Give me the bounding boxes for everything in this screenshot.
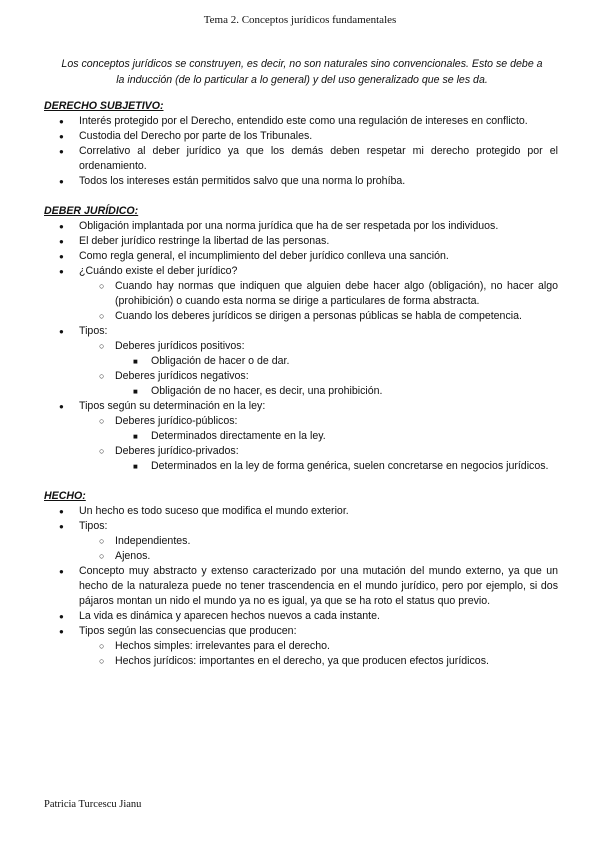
intro-line-2: la inducción (de lo particular a lo general) y del uso generalizado que se les da. — [116, 74, 488, 86]
list-item: ● La vida es dinámica y aparecen hechos nuevos a cada instante. — [44, 609, 558, 624]
sub-sub-list-item: ■ Obligación de no hacer, es decir, una prohibición. — [115, 384, 558, 399]
sub-list-item-label: Deberes jurídico-públicos: — [115, 415, 238, 427]
sub-list-item: ○ Hechos jurídicos: importantes en el derecho, ya que producen efectos jurídicos. — [79, 654, 558, 669]
sub-list-item: ○ Hechos simples: irrelevantes para el derecho. — [79, 639, 558, 654]
document-content — [44, 99, 558, 684]
list-item-label: Tipos: — [79, 325, 108, 337]
list-item-label: Tipos: — [79, 520, 108, 532]
list-item: ● Todos los intereses están permitidos salvo que una norma lo prohíba. — [44, 174, 558, 189]
sub-sub-list-item: ■ Obligación de hacer o de dar. — [115, 354, 558, 369]
page-header: Tema 2. Conceptos jurídicos fundamentales — [203, 14, 397, 26]
sub-list-item: ○ Cuando los deberes jurídicos se dirigen a personas públicas se habla de competencia. — [79, 309, 558, 324]
list-item: ● Obligación implantada por una norma jurídica que ha de ser respetada por los individuos. — [44, 219, 558, 234]
sub-list — [79, 639, 558, 669]
sub-list — [79, 279, 558, 324]
sub-list-item-label: Deberes jurídicos positivos: — [115, 340, 245, 352]
list-item — [44, 624, 558, 669]
sub-sub-list — [115, 384, 558, 399]
sub-list-item-label: Deberes jurídicos negativos: — [115, 370, 249, 382]
list-item: ● Como regla general, el incumplimiento del deber jurídico conlleva una sanción. — [44, 249, 558, 264]
list-item — [44, 324, 558, 399]
bullet-list — [44, 219, 558, 474]
sub-sub-list — [115, 429, 558, 444]
list-item-label: Tipos según las consecuencias que producen: — [79, 625, 297, 637]
bullet-list — [44, 504, 558, 669]
section-title: DERECHO SUBJETIVO: — [44, 100, 164, 112]
list-item — [44, 399, 558, 474]
sub-list-item-label: Deberes jurídico-privados: — [115, 445, 239, 457]
section-deber-juridico — [44, 204, 558, 474]
intro-line-1: Los conceptos jurídicos se construyen, es decir, no son naturales sino convencionales. Esto se debe a — [61, 58, 543, 70]
page-footer-author: Patricia Turcescu Jianu — [44, 799, 142, 810]
sub-list-item — [79, 369, 558, 399]
sub-sub-list-item: ■ Determinados en la ley de forma genérica, suelen concretarse en negocios jurídicos. — [115, 459, 558, 474]
section-title: DEBER JURÍDICO: — [44, 205, 139, 217]
sub-sub-list — [115, 459, 558, 474]
sub-list-item — [79, 414, 558, 444]
list-item-label: ¿Cuándo existe el deber jurídico? — [79, 265, 238, 277]
sub-list — [79, 339, 558, 399]
section-hecho — [44, 489, 558, 669]
list-item: ● Correlativo al deber jurídico ya que los demás deben respetar mi derecho protegido por el ordenamiento. — [44, 144, 558, 174]
sub-sub-list — [115, 354, 558, 369]
bullet-list — [44, 114, 558, 189]
list-item-label: Tipos según su determinación en la ley: — [79, 400, 266, 412]
sub-list — [79, 414, 558, 474]
list-item — [44, 519, 558, 564]
list-item: ● Un hecho es todo suceso que modifica el mundo exterior. — [44, 504, 558, 519]
sub-list-item — [79, 339, 558, 369]
sub-list-item — [79, 444, 558, 474]
sub-sub-list-item: ■ Determinados directamente en la ley. — [115, 429, 558, 444]
sub-list-item: ○ Independientes. — [79, 534, 558, 549]
intro-paragraph — [46, 56, 558, 88]
sub-list-item: ○ Ajenos. — [79, 549, 558, 564]
list-item — [44, 264, 558, 324]
list-item: ● El deber jurídico restringe la libertad de las personas. — [44, 234, 558, 249]
section-derecho-subjetivo — [44, 99, 558, 189]
list-item: ● Concepto muy abstracto y extenso caracterizado por una mutación del mundo externo, ya que un hecho de la naturaleza puede no tener trascendencia en el mundo jurídico, pero por ejemplo, si dos pájaros montan un nido el mundo ya no es igual, ya que se ha roto el status quo previo. — [44, 564, 558, 609]
list-item: ● Interés protegido por el Derecho, entendido este como una regulación de intereses en conflicto. — [44, 114, 558, 129]
section-title: HECHO: — [44, 490, 86, 502]
list-item: ● Custodia del Derecho por parte de los Tribunales. — [44, 129, 558, 144]
sub-list — [79, 534, 558, 564]
sub-list-item: ○ Cuando hay normas que indiquen que alguien debe hacer algo (obligación), no hacer algo (prohibición) o cuando esta norma se dirige a particulares de forma abstracta. — [79, 279, 558, 309]
